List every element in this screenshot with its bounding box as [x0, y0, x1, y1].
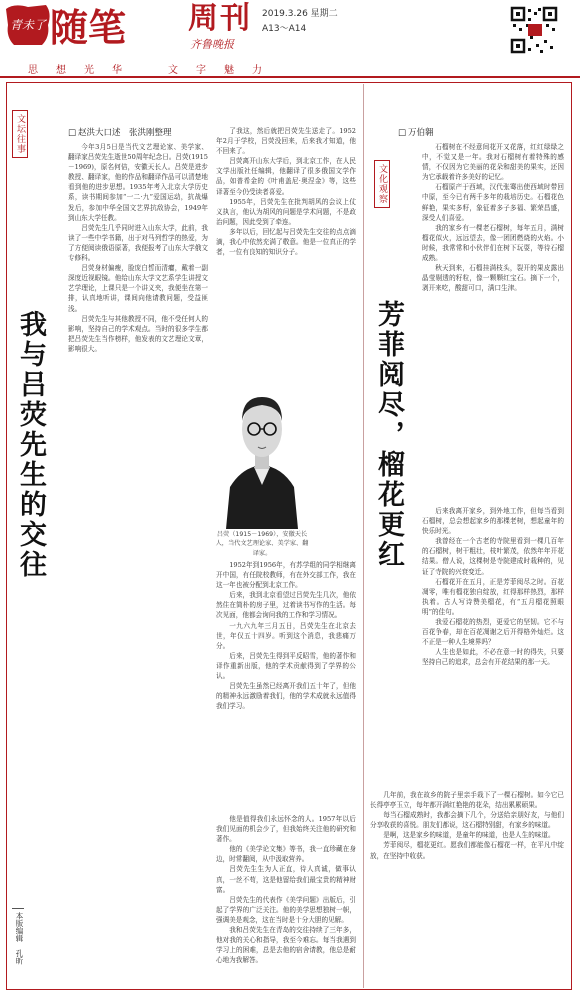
paragraph: 我爱石榴花的热烈，更爱它的坚韧。它不与百花争春，却在百花凋谢之后开得格外灿烂。这不正是一种人生境界吗？: [422, 618, 564, 647]
right-byline: □ 万伯翱: [398, 126, 434, 138]
paragraph: 几年前，我在故乡的院子里亲手栽下了一棵石榴树。如今它已长得亭亭玉立，每年都开满红艳艳的花朵，结出累累硕果。: [370, 791, 564, 810]
right-article-title: 芳菲阅尽，榴花更红: [373, 300, 404, 570]
logo-text: 随笔: [50, 6, 127, 47]
paragraph: 他是值得我们永远怀念的人。1957年以后我们见面的机会少了，但我始终关注他的研究和著作。: [216, 815, 356, 844]
paragraph: 芳菲阅尽，榴花更红。愿我们都能像石榴花一样，在平凡中绽放，在坚持中收获。: [370, 841, 564, 860]
portrait-caption: 吕荧（1915－1969），安徽天长人，当代文艺理论家、美学家、翻译家。: [215, 531, 309, 557]
slogan: 思想光华 文字魅力: [28, 65, 280, 76]
masthead-logo: [6, 3, 156, 47]
paragraph: 我的家乡有一棵老石榴树，每年五月，满树榴花似火，远远望去，像一团团燃烧的火焰。小时候，我常常和小伙伴们在树下玩耍，等待石榴成熟。: [422, 223, 564, 263]
left-col-4: [216, 814, 356, 984]
paragraph: 石榴花开在五月，正是芳菲阅尽之时。百花凋零，唯有榴花独自绽放，红得那样热烈，那样执着。古人写诗赞美榴花，有“五月榴花照眼明”的佳句。: [422, 577, 564, 616]
paragraph: 每当石榴成熟时，我都会摘下几个，分送给亲朋好友，与他们分享收获的喜悦。朋友们都说，这石榴特别甜，有家乡的味道。: [370, 811, 564, 830]
paragraph: 吕荧先生生为人正直，待人真诚，做事认真，一丝不苟，这是他留给我们最宝贵的精神财富。: [216, 865, 356, 894]
issue-date: 2019.3.26 星期二: [262, 9, 338, 19]
left-col-2: [216, 126, 356, 361]
paragraph: 一九六九年三月五日，吕荧先生在北京去世，年仅五十四岁。听到这个消息，我悲痛万分。: [216, 621, 356, 650]
paragraph: 我曾经在一个古老的寺院里看到一棵几百年的石榴树，树干粗壮，枝叶繁茂，依然年年开花结果。僧人说，这棵树是寺院建成时栽种的，见证了寺院的兴衰变迁。: [422, 537, 564, 576]
paragraph: 1952年到1956年，有苏学组的同学相继离开中国，有任院校教师，有在外交部工作，我在这一年也被分配到北京工作。: [216, 561, 356, 590]
right-column-tag: 文化观察: [374, 160, 390, 208]
editor-credit: 本版编辑 孔昕: [12, 908, 24, 965]
paragraph: 人生也是如此，不必在意一时的得失，只要坚持自己的追求，总会有开花结果的那一天。: [422, 648, 564, 667]
paragraph: 后来，我到北京看望过吕荧先生几次，他依然住在简朴的房子里，过着读书写作的生活。每次见面，他都会询问我的工作和学习情况。: [216, 591, 356, 620]
paragraph: 1955年，吕荧先生在批判胡风的会议上仗义执言，他认为胡风的问题是学术问题，不是政治问题，因此受到了牵连。: [216, 197, 356, 226]
paragraph: 吕荧身材偏瘦，脸庞白皙而清癯，戴着一副深度近视眼镜。他给山东大学文艺系学生讲授文艺学理论，上课只是一个讲义夹，我便坐在第一排，认真地听讲，课间向他请教问题，受益匪浅。: [68, 264, 208, 313]
paragraph: 多年以后，回忆起与吕荧先生交往的点点滴滴，我心中依然充满了敬意。他是一位真正的学者，一位有良知的知识分子。: [216, 227, 356, 257]
right-col-2: [422, 506, 564, 786]
left-article-title: 我与吕荧先生的交往: [15, 310, 46, 580]
article-divider: [363, 84, 364, 988]
logo-prefix: 青未了: [10, 18, 47, 32]
paragraph: 今年3月5日是当代文艺理论家、美学家、翻译家吕荧先生逝世50周年纪念日。吕荧(1915－1969)，原名何佶，安徽天长人。吕荧是进步教授、翻译家，他的作品和翻译作品可以清楚地看到他的进步思想。1935年考入北京大学历史系，读书期间参加“一二·九”爱国运动，抗战爆发后，参加中华全国文艺界抗敌协会，1949年到山东大学任教。: [68, 143, 208, 222]
paragraph: 石榴树在不经意间花开又花落，红红绿绿之中，不觉又是一年。我对石榴树有着特殊的感情，不仅因为它美丽的花朵和甜美的果实，还因为它承载着许多美好的记忆。: [422, 143, 564, 182]
paragraph: 吕荧先生虽然已经离开我们五十年了，但他的精神永远激励着我们，他的学术成就永远值得我们学习。: [216, 682, 356, 711]
paragraph: 他的《美学论文集》等书，我一直珍藏在身边，时常翻阅，从中汲取营养。: [216, 845, 356, 864]
right-col-1: [422, 142, 564, 502]
paragraph: 吕荧先生的代表作《美学问题》出版后，引起了学界的广泛关注。他的美学思想独树一帜，强调美是观念，这在当时是十分大胆的见解。: [216, 895, 356, 924]
masthead-rule: [0, 76, 580, 78]
right-col-3: [370, 790, 564, 984]
paragraph: 了我这，然后就把吕荧先生送走了。1952年2月于学校，吕荧没回来，后来我才知道，他不回来了。: [216, 127, 356, 156]
paragraph: 我和吕荧先生在青岛的交往持续了三年多，他对我的关心和指导，我至今难忘。每当我遇到学习上的困难，总是去他的宿舍请教，他总是耐心地为我解答。: [216, 926, 356, 965]
paragraph: 是啊，这是家乡的味道，是童年的味道，也是人生的味道。: [383, 831, 555, 840]
page-numbers: A13～A14: [262, 24, 307, 34]
paragraph: 吕荧先生几乎同时进入山东大学，此前，我读了一些中学书籍，出于对马列哲学的热爱，为了方便阅读俄语原著，我便报考了山东大学俄文专修科。: [68, 223, 208, 263]
paragraph: 后来，吕荧先生得到平反昭雪，他的著作和译作重新出版，他的学术贡献得到了学界的公认。: [216, 651, 356, 681]
left-col-3: [216, 560, 356, 810]
newspaper-name: 齐鲁晚报: [190, 38, 234, 51]
paragraph: 秋天到来，石榴挂满枝头，裂开的果皮露出晶莹剔透的籽粒，像一颗颗红宝石。摘下一个，剥开来吃，酸甜可口，满口生津。: [422, 264, 564, 293]
paragraph: 后来我离开家乡，到外地工作，但每当看到石榴树，总会想起家乡的那棵老树，想起童年的快乐时光。: [422, 507, 564, 536]
paragraph: 石榴原产于西域，汉代张骞出使西域时带回中原，至今已有两千多年的栽培历史。石榴花色鲜艳，果实多籽，象征着多子多福、繁荣昌盛，深受人们喜爱。: [422, 183, 564, 222]
left-byline: □ 赵洪大口述 张洪刚整理: [68, 126, 172, 138]
left-col-1: [68, 142, 208, 902]
weekly-label: 周刊: [188, 1, 252, 36]
left-column-tag: 文坛往事: [12, 110, 28, 158]
portrait-photo: [222, 367, 302, 529]
paragraph: 吕荧先生与其他教授不同，他不受任何人的影响，坚持自己的学术观点。当时的很多学生都把吕荧先生当作榜样，他发表的文艺理论文章，影响很大。: [68, 314, 208, 353]
qr-code-icon[interactable]: [510, 6, 558, 54]
paragraph: 吕荧离开山东大学后，到北京工作，在人民文学出版社任编辑，他翻译了很多俄国文学作品，如普希金的《叶甫盖尼·奥涅金》等，这些译著至今仍受读者喜爱。: [216, 157, 356, 196]
